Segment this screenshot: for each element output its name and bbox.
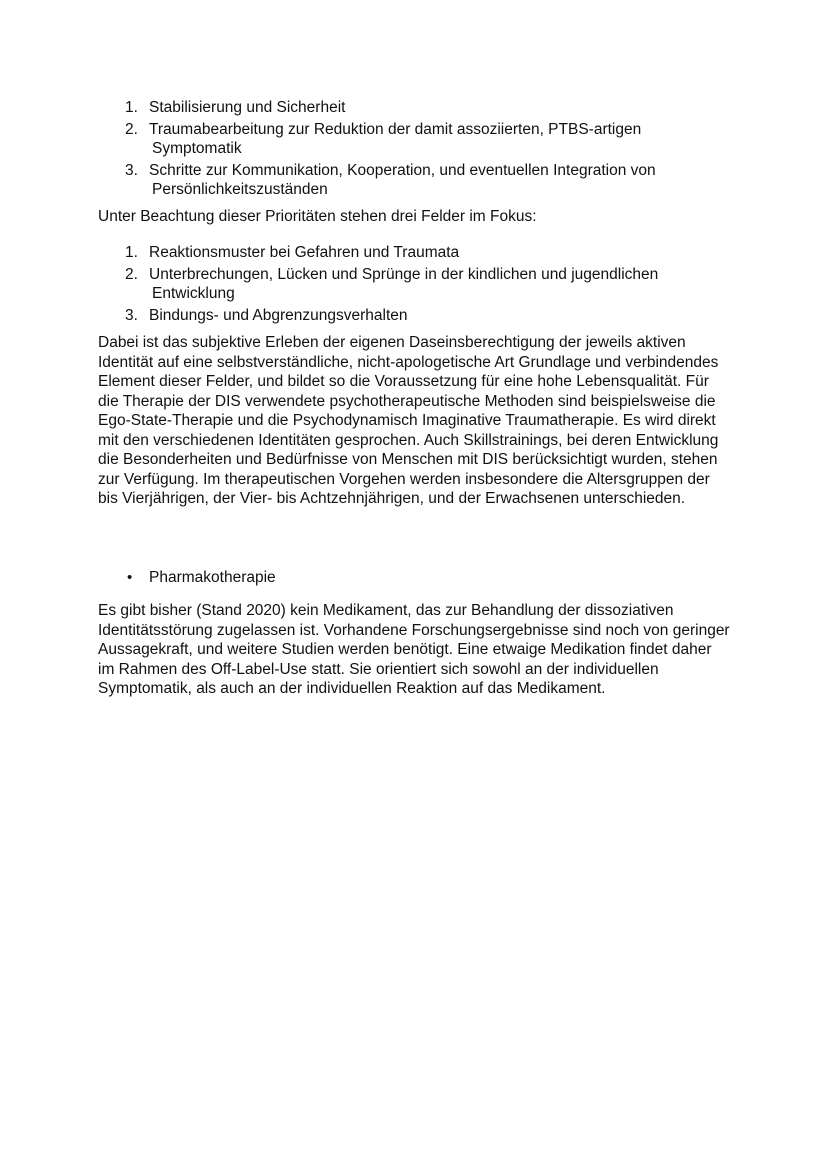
list-item-text: Bindungs- und Abgrenzungsverhalten [149,306,408,324]
priorities-list [0,98,828,202]
bullet-label: Pharmakotherapie [149,569,276,586]
list-item [0,243,828,263]
bullet-icon: • [127,569,133,586]
list-number: 1. [125,99,138,116]
intro-paragraph: Unter Beachtung dieser Prioritäten stehen drei Felder im Fokus: [98,208,537,225]
list-item-text: Traumabearbeitung zur Reduktion der damit assoziierten, PTBS-artigen [149,120,642,138]
list-item-continuation: Persönlichkeitszuständen [152,181,328,198]
list-item-continuation: Symptomatik [152,140,242,157]
list-item [0,161,828,200]
list-number: 2. [125,265,138,283]
therapy-paragraph: Dabei ist das subjektive Erleben der eigenen Daseinsberechtigung der jeweils aktiven Identität auf eine selbstverständliche, nicht-apologetische Art Grundlage und verbindendes Element dieser Felder, und bildet so die Voraussetzung für eine hohe Lebensqualität. Für die Therapie der DIS verwendete psychotherapeutische Methoden sind beispielsweise die Ego-State-Therapie und die Psychodynamisch Imaginative Traumatherapie. Es wird direkt mit den verschiedenen Identitäten gesprochen. Auch Skillstrainings, bei deren Entwicklung die Besonderheiten und Bedürfnisse von Menschen mit DIS berücksichtigt wurden, stehen zur Verfügung. Im therapeutischen Vorgehen werden insbesondere die Altersgruppen der bis Vierjährigen, der Vier- bis Achtzehnjährigen, und der Erwachsenen unterschieden. [98,334,719,507]
pharmacotherapy-paragraph: Es gibt bisher (Stand 2020) kein Medikament, das zur Behandlung der dissoziativen Identitätsstörung zugelassen ist. Vorhandene Forschungsergebnisse sind noch von geringer Aussagekraft, und weitere Studien werden benötigt. Eine etwaige Medikation findet daher im Rahmen des Off-Label-Use statt. Sie orientiert sich sowohl an der individuellen Symptomatik, als auch an der individuellen Reaktion auf das Medikament. [98,602,730,697]
list-item-continuation: Entwicklung [152,285,235,302]
focus-fields-list [0,243,828,327]
list-item [0,120,828,159]
list-number: 3. [125,161,138,179]
list-number: 1. [125,244,138,261]
list-number: 3. [125,306,138,324]
list-item [0,265,828,304]
list-item-text: Unterbrechungen, Lücken und Sprünge in der kindlichen und jugendlichen [149,265,659,283]
list-item [0,306,828,326]
list-number: 2. [125,120,138,138]
list-item-text: Schritte zur Kommunikation, Kooperation, und eventuellen Integration von [149,161,656,179]
list-item [0,98,828,118]
list-item-text: Reaktionsmuster bei Gefahren und Traumata [149,244,460,261]
list-item-text: Stabilisierung und Sicherheit [149,99,346,116]
